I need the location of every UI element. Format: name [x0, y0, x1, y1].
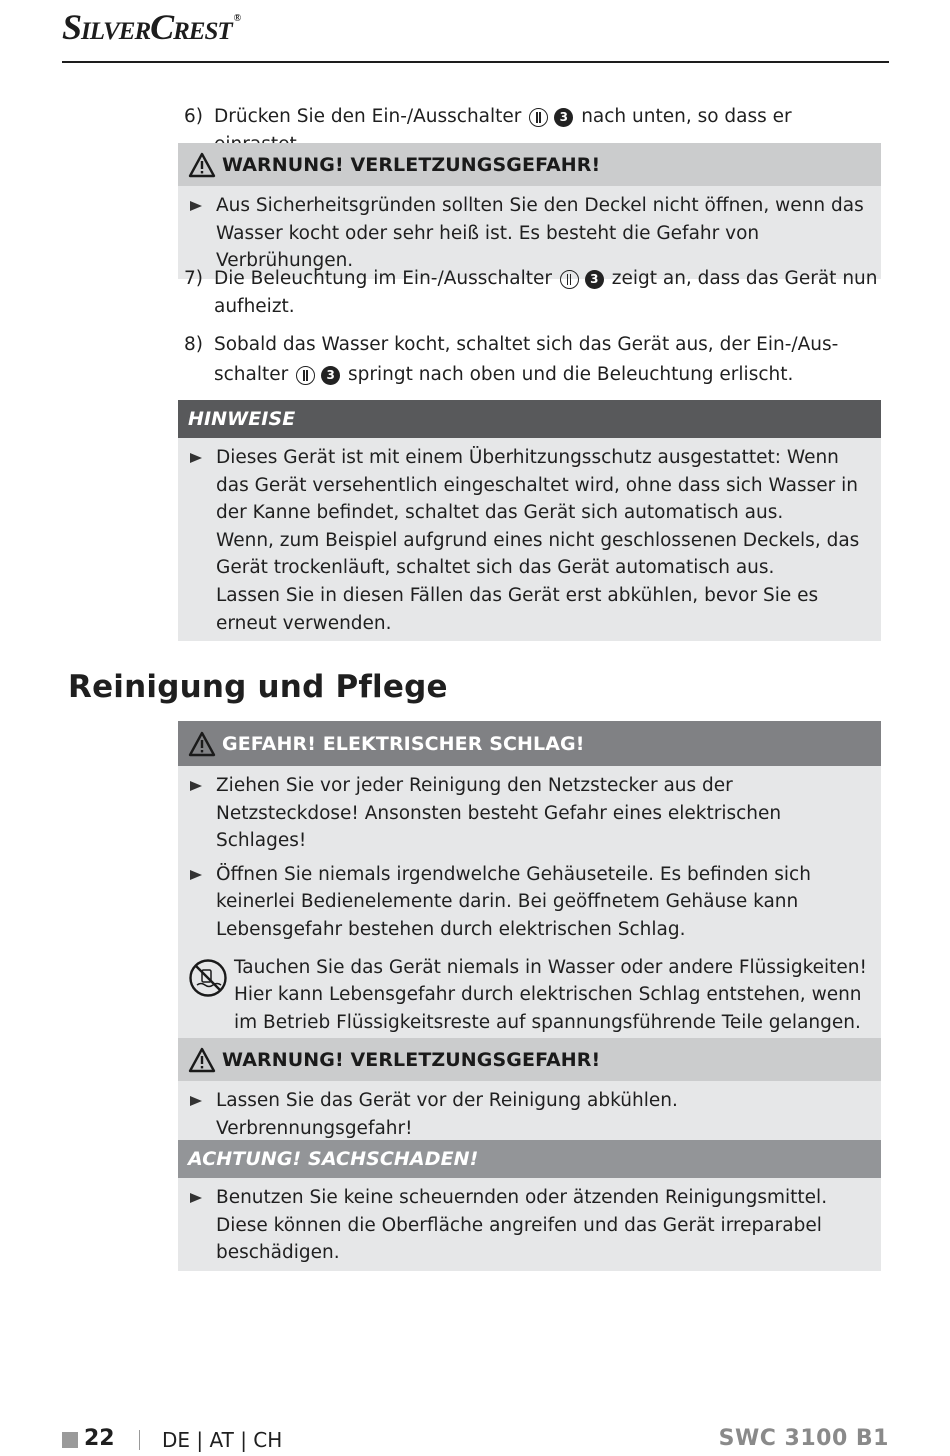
bullet-arrow-icon — [190, 201, 202, 211]
registered-mark: ® — [233, 13, 241, 24]
footer-divider — [139, 1430, 140, 1450]
bullet-arrow-icon — [190, 781, 202, 791]
notes-box — [178, 400, 881, 641]
step-text-after: nach unten, so dass er — [581, 106, 792, 127]
step-text-after: springt nach oben und die Beleuchtung erlischt. — [348, 364, 794, 385]
power-switch-icon — [529, 108, 548, 127]
callout-badge: 3 — [321, 366, 340, 385]
language-codes: DE | AT | CH — [162, 1428, 283, 1452]
list-item: Aus Sicherheitsgründen sollten Sie den Deckel nicht öffnen, wenn das Wasser kocht oder sehr heiß ist. Es besteht die Gefahr von Verbrühungen. — [188, 192, 869, 275]
step-text-before: Sobald das Wasser kocht, schaltet sich das Gerät aus, der Ein-/Aus-schalter — [214, 334, 839, 385]
model-number: SWC 3100 B1 — [718, 1426, 889, 1451]
bullet-arrow-icon — [190, 870, 202, 880]
power-switch-icon — [296, 366, 315, 385]
list-item: Benutzen Sie keine scheuernden oder ätzenden Reinigungsmittel. Diese können die Oberfläche angreifen und das Gerät irreparabel beschädigen. — [188, 1184, 869, 1267]
step-number: 7) — [184, 268, 203, 289]
list-item: Öffnen Sie niemals irgendwelche Gehäuseteile. Es befinden sich keinerlei Bedienelemente darin. Bei geöffnetem Gehäuse kann Lebensgefahr bestehen durch elektrischen Schlag. — [188, 861, 869, 944]
list-item: Ziehen Sie vor jeder Reinigung den Netzstecker aus der Netzsteckdose! Ansonsten besteht Gefahr eines elektrischen Schlages! — [188, 772, 869, 855]
warning-header — [178, 1038, 881, 1081]
warning-triangle-icon — [188, 731, 216, 757]
callout-badge: 3 — [554, 108, 573, 127]
warning-triangle-icon — [188, 152, 216, 178]
notes-header — [178, 400, 881, 438]
step-8 — [178, 330, 881, 390]
bullet-arrow-icon — [190, 1193, 202, 1203]
danger-title: GEFAHR! ELEKTRISCHER SCHLAG! — [222, 732, 585, 755]
caution-box-damage — [178, 1140, 881, 1271]
bullet-arrow-icon — [190, 453, 202, 463]
warning-header — [178, 143, 881, 186]
callout-badge: 3 — [585, 270, 604, 289]
warning-triangle-icon — [188, 1047, 216, 1073]
warning-title: WARNUNG! VERLETZUNGSGEFAHR! — [222, 1048, 601, 1071]
danger-header — [178, 721, 881, 766]
brand-name: SilverCrest — [62, 7, 232, 47]
page-number: 22 — [84, 1426, 115, 1451]
section-title: Reinigung und Pflege — [68, 669, 448, 705]
footer-marker — [62, 1432, 78, 1448]
caution-title: ACHTUNG! SACHSCHADEN! — [188, 1148, 479, 1170]
brand-logo — [62, 6, 240, 48]
no-immersion-notice: Tauchen Sie das Gerät niemals in Wasser oder andere Flüssigkeiten! Hier kann Lebensgefahr durch elektrischen Schlag entstehen, wenn im Betrieb Flüssigkeitsreste auf spannungsführende Teile gelangen. — [188, 954, 869, 1037]
header-rule — [62, 61, 889, 63]
list-item: Lassen Sie das Gerät vor der Reinigung abkühlen. Verbrennungsgefahr! — [188, 1087, 869, 1142]
danger-box-electric — [178, 721, 881, 1042]
bullet-arrow-icon — [190, 1096, 202, 1106]
step-text-before: Drücken Sie den Ein-/Ausschalter — [214, 106, 522, 127]
caution-header — [178, 1140, 881, 1178]
no-water-immersion-icon — [188, 958, 228, 998]
warning-box-burn — [178, 1038, 881, 1146]
step-number: 6) — [184, 106, 203, 127]
page-footer — [62, 1424, 889, 1456]
step-text-before: Die Beleuchtung im Ein-/Ausschalter — [214, 268, 552, 289]
power-switch-icon — [560, 270, 579, 289]
warning-title: WARNUNG! VERLETZUNGSGEFAHR! — [222, 153, 601, 176]
warning-box-scald — [178, 143, 881, 279]
step-7 — [178, 265, 881, 321]
notes-title: HINWEISE — [188, 408, 296, 430]
step-number: 8) — [184, 334, 203, 355]
step-text-after: zeigt an, dass das Gerät nun aufheizt. — [214, 268, 878, 317]
list-item: Dieses Gerät ist mit einem Überhitzungsschutz ausgestattet: Wenn das Gerät versehentlich eingeschaltet wird, ohne dass sich Wasser in der Kanne befindet, schaltet das Gerät sich automatisch aus. Wenn, zum Beispiel aufgrund eines nicht geschlossenen Deckels, das Gerät trockenläuft, schaltet sich das Gerät automatisch aus. Lassen Sie in diesen Fällen das Gerät erst abkühlen, bevor Sie es erneut verwenden. — [188, 444, 869, 637]
